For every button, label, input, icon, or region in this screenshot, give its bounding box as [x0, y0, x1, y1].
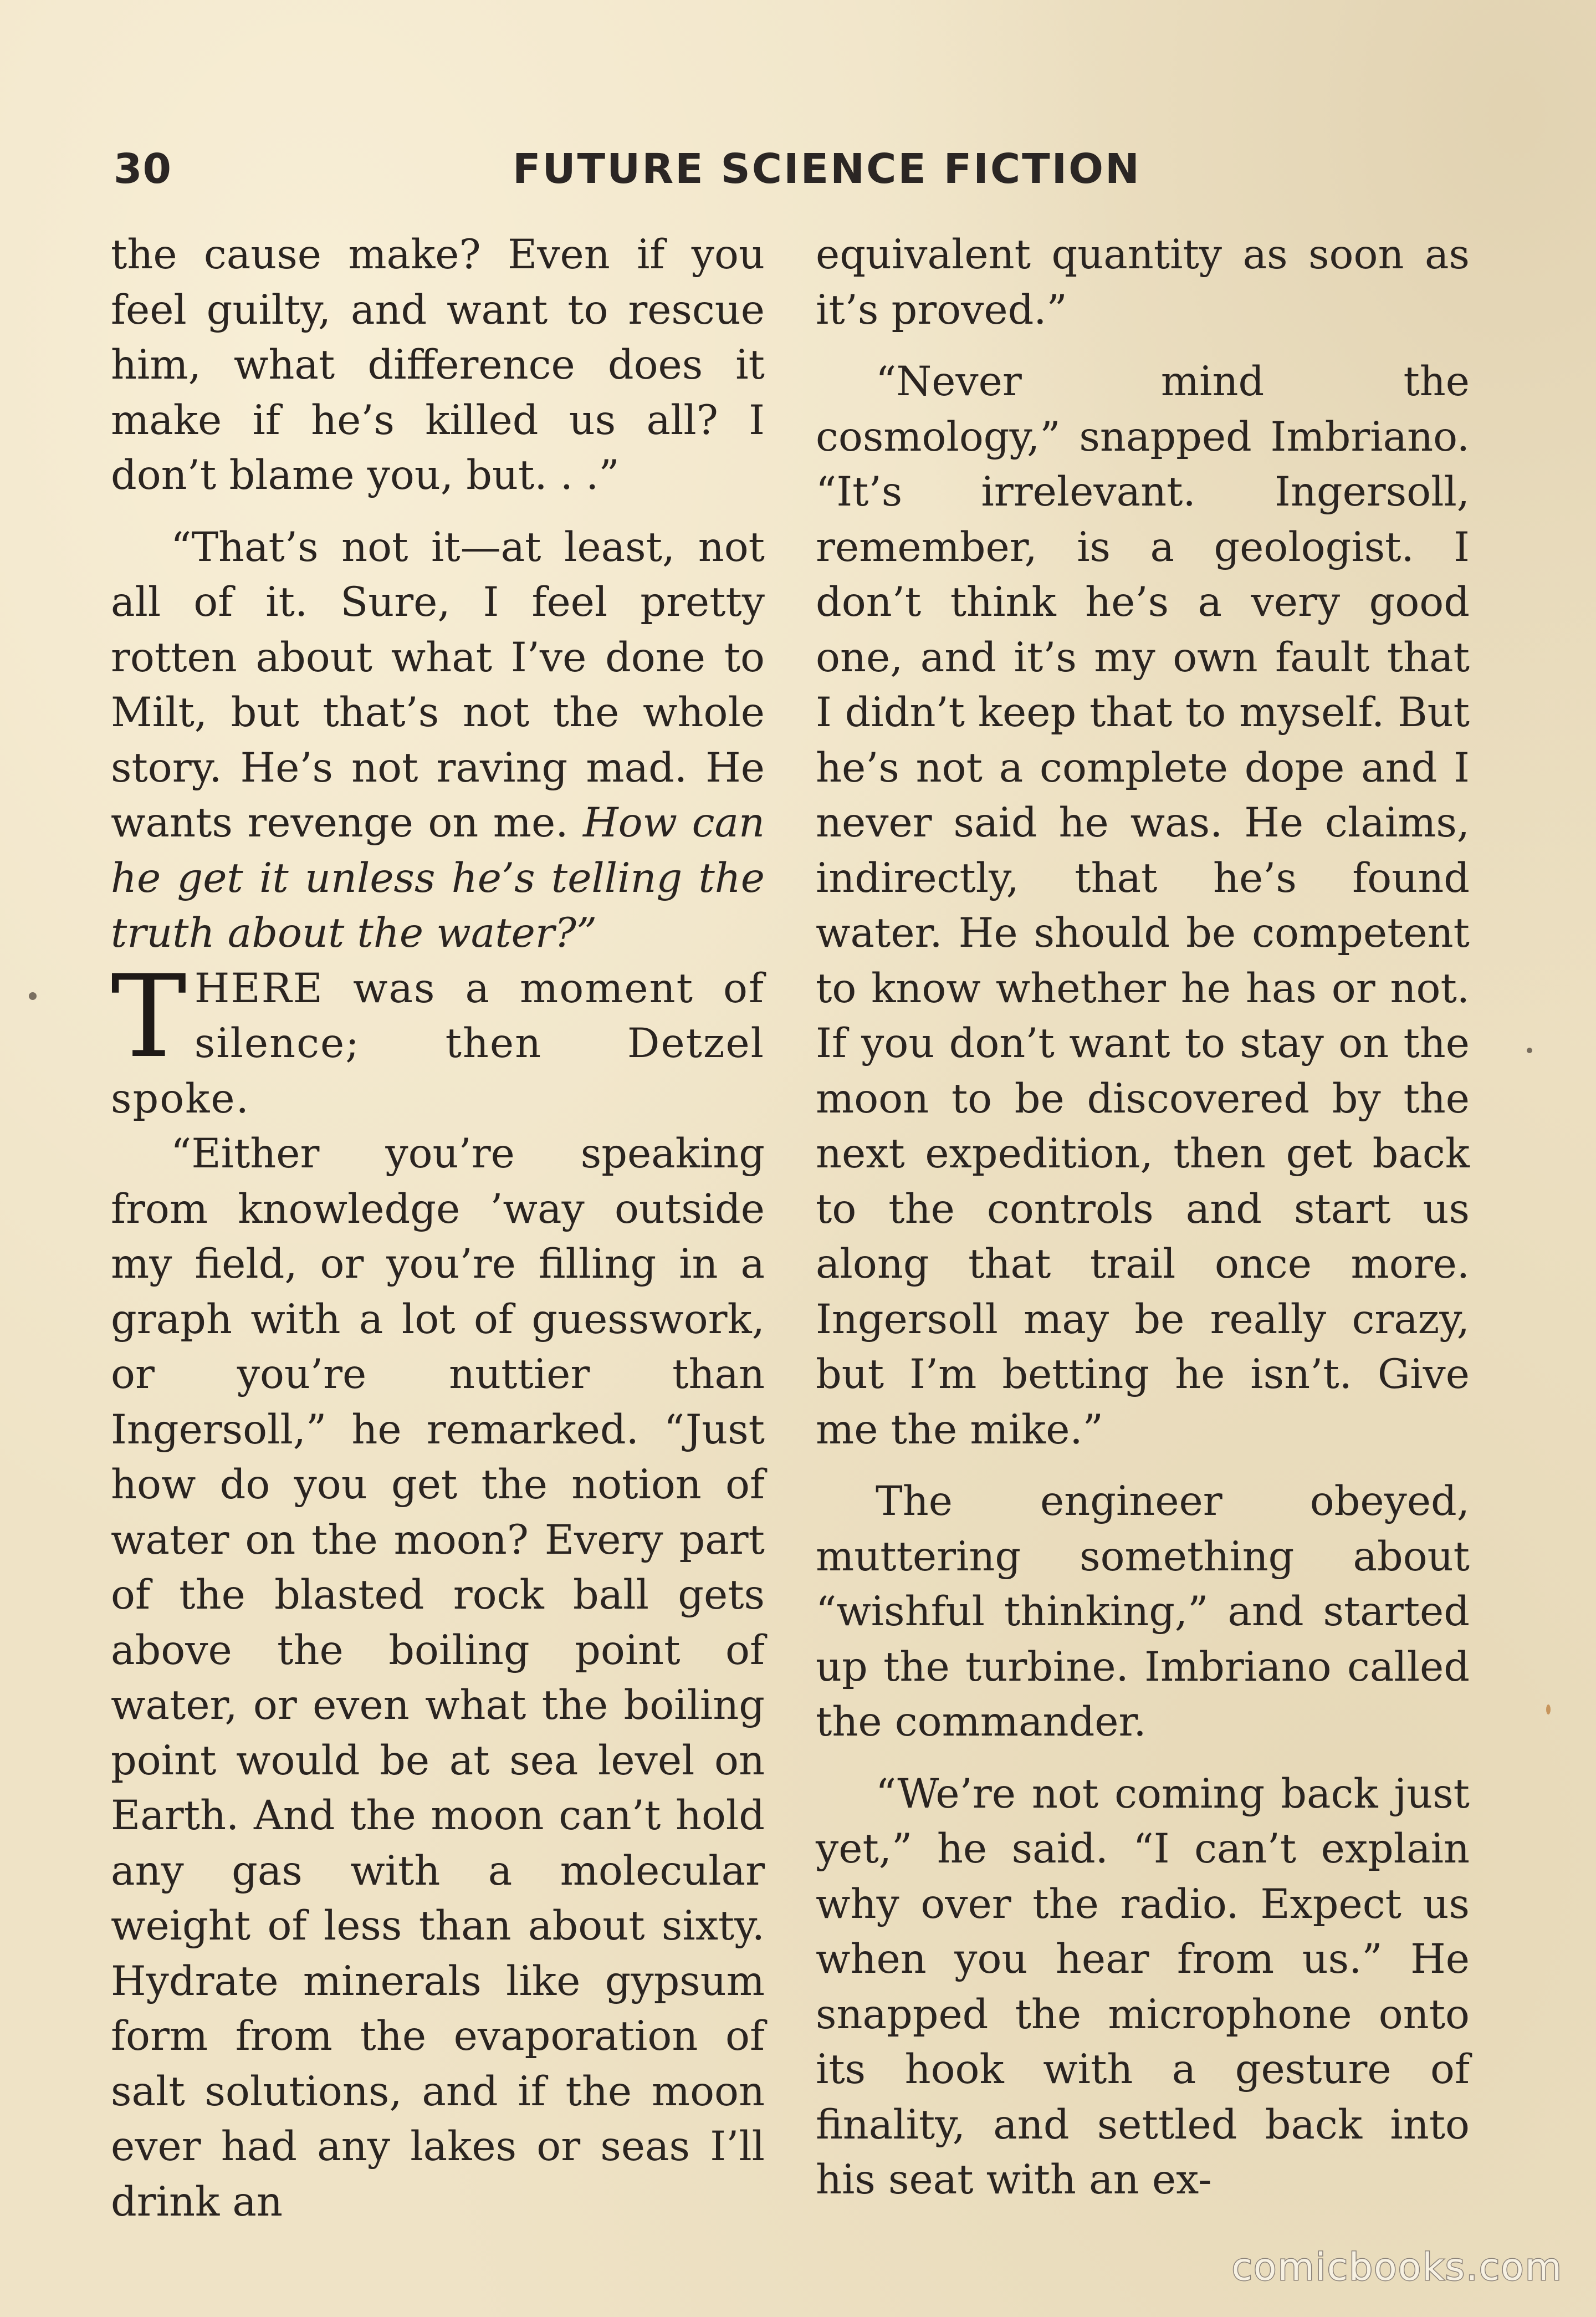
page-number: 30	[114, 145, 172, 193]
page-header	[114, 145, 1477, 206]
paragraph: “Never mind the cosmology,” snapped Imbriano. “It’s irrelevant. Ingersoll, remember, is a geologist. I don’t think he’s a very good one, and it’s my own fault that I didn’t keep that to myself. But he’s not a complete dope and I never said he was. He claims, indirectly, that he’s found water. He should be competent to know whether he has or not. If you don’t want to stay on the moon to be discovered by the next expedition, then get back to the controls and start us along that trail once more. Ingersoll may be really crazy, but I’m betting he isn’t. Give me the mike.”	[816, 358, 1470, 1453]
paragraph-text: HERE was a moment of silence; then Detzel spoke.	[111, 964, 765, 1122]
running-title: FUTURE SCIENCE FICTION	[513, 145, 1141, 193]
paragraph	[111, 520, 765, 961]
drop-cap: T	[111, 951, 187, 1083]
paragraph: The engineer obeyed, muttering something about “wishful thinking,” and started up the turbine. Imbriano called the commander.	[816, 1478, 1470, 1746]
section-opening-paragraph	[111, 951, 765, 1127]
watermark-text: comicbooks.com	[1231, 2245, 1563, 2289]
paragraph: “We’re not coming back just yet,” he said. “I can’t explain why over the radio. Expect us when you hear from us.” He snapped the microphone onto its hook with a gesture of finality, and settled back into his seat with an ex-	[816, 1770, 1470, 2203]
italic-text: How can he get it unless he’s telling the truth about the water?”	[111, 799, 765, 957]
ink-speck	[29, 992, 37, 1000]
ink-speck	[1546, 1704, 1551, 1714]
paragraph-text: “That’s not it—at least, not all of it. Sure, I feel pretty rotten about what I’ve done to Milt, but that’s not the whole story. He’s not raving mad. He wants revenge on me.	[111, 523, 765, 846]
paragraph: equivalent quantity as soon as it’s proved.”	[816, 231, 1470, 334]
paragraph: the cause make? Even if you feel guilty, and want to rescue him, what difference does it make if he’s killed us all? I don’t blame you, but. . .”	[111, 231, 765, 499]
paragraph: “Either you’re speaking from knowledge ’way outside my field, or you’re filling in a graph with a lot of guesswork, or you’re nuttier than Ingersoll,” he remarked. “Just how do you get the notion of water on the moon? Every part of the blasted rock ball gets above the boiling point of water, or even what the boiling point would be at sea level on Earth. And the moon can’t hold any gas with a molecular weight of less than about sixty. Hydrate minerals like gypsum form from the evaporation of salt solutions, and if the moon ever had any lakes or seas I’ll drink an	[111, 1130, 765, 2226]
right-column	[816, 227, 1470, 2208]
left-column	[111, 227, 765, 2229]
ink-speck	[1527, 1048, 1532, 1053]
